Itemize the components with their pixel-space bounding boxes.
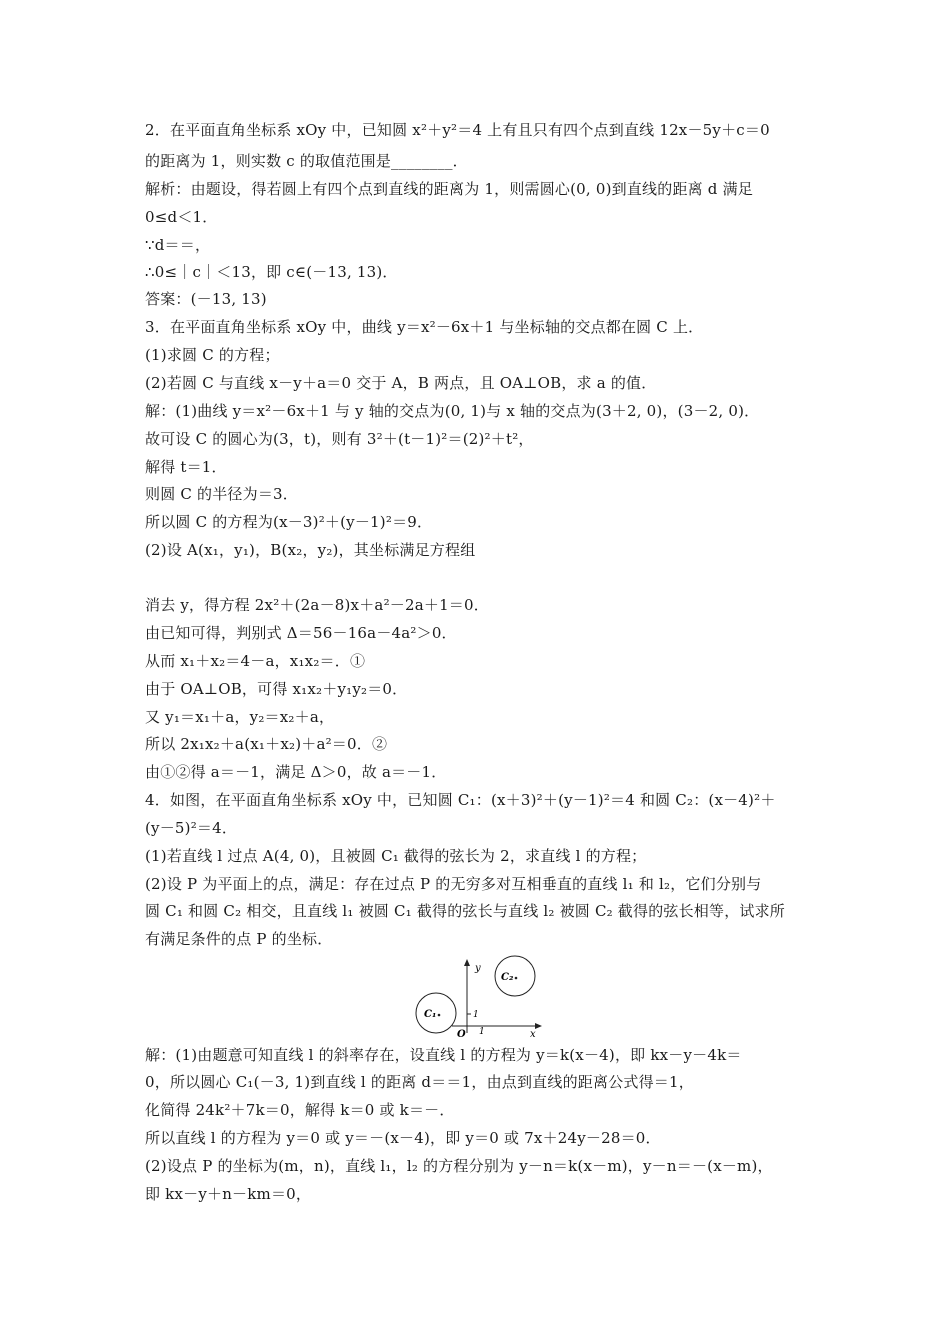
- c1-center-dot: [438, 1014, 441, 1017]
- problem-3-part-2: (2)若圆 C 与直线 x－y＋a＝0 交于 A，B 两点，且 OA⊥OB，求 a 的值．: [145, 374, 657, 392]
- solution-4-line-5: (2)设点 P 的坐标为(m，n)，直线 l₁，l₂ 的方程分别为 y－n＝k(x－m)，y－n＝－(x－m)，: [145, 1157, 773, 1175]
- circle-diagram: [400, 955, 550, 1037]
- y-axis-arrow: [464, 959, 470, 966]
- solution-2-line-4: ∴0≤｜c｜＜13，即 c∈(－13, 13)．: [145, 263, 398, 281]
- answer-2: 答案：(－13, 13): [145, 290, 267, 308]
- solution-4-line-4: 所以直线 l 的方程为 y＝0 或 y＝－(x－4)，即 y＝0 或 7x＋24y－28＝0．: [145, 1129, 661, 1147]
- solution-3-line-11: 又 y₁＝x₁＋a，y₂＝x₂＋a，: [145, 708, 335, 726]
- solution-2-line-1: 解析：由题设，得若圆上有四个点到直线的距离为 1，则需圆心(0, 0)到直线的距离 d 满足: [145, 180, 753, 198]
- solution-4-line-1: 解：(1)由题意可知直线 l 的斜率存在，设直线 l 的方程为 y＝k(x－4)，即 kx－y－4k＝: [145, 1046, 742, 1064]
- problem-4-part-2-line-1: (2)设 P 为平面上的点，满足：存在过点 P 的无穷多对互相垂直的直线 l₁ 和 l₂，它们分别与: [145, 875, 762, 893]
- problem-3-line-1: 3．在平面直角坐标系 xOy 中，曲线 y＝x²－6x＋1 与坐标轴的交点都在圆 C 上．: [145, 318, 704, 336]
- x-tick-label: 1: [479, 1027, 485, 1037]
- problem-3-part-1: (1)求圆 C 的方程；: [145, 346, 280, 364]
- solution-3-line-9: 从而 x₁＋x₂＝4－a，x₁x₂＝．①: [145, 652, 366, 670]
- solution-3-line-3: 解得 t＝1．: [145, 458, 227, 476]
- problem-2-line-2: 的距离为 1，则实数 c 的取值范围是________．: [145, 152, 468, 170]
- c1-label: C₁: [424, 1009, 437, 1020]
- problem-4-line-1: 4．如图，在平面直角坐标系 xOy 中，已知圆 C₁：(x＋3)²＋(y－1)²＝4 和圆 C₂：(x－4)²＋: [145, 791, 776, 809]
- problem-4-part-2-line-3: 有满足条件的点 P 的坐标．: [145, 930, 333, 948]
- solution-2-line-3: ∵d＝＝，: [145, 236, 211, 254]
- problem-2-line-1: 2．在平面直角坐标系 xOy 中，已知圆 x²＋y²＝4 上有且只有四个点到直线 12x－5y＋c＝0: [145, 121, 770, 139]
- solution-3-line-12: 所以 2x₁x₂＋a(x₁＋x₂)＋a²＝0．②: [145, 735, 388, 753]
- problem-4-part-1: (1)若直线 l 过点 A(4, 0)，且被圆 C₁ 截得的弦长为 2，求直线 l 的方程；: [145, 847, 647, 865]
- solution-4-line-3: 化简得 24k²＋7k＝0，解得 k＝0 或 k＝－．: [145, 1101, 455, 1119]
- solution-3-line-6: (2)设 A(x₁，y₁)，B(x₂，y₂)，其坐标满足方程组: [145, 541, 476, 559]
- c2-label: C₂: [501, 972, 514, 983]
- solution-3-line-4: 则圆 C 的半径为＝3．: [145, 485, 298, 503]
- x-axis-arrow: [535, 1023, 542, 1029]
- problem-4-line-2: (y－5)²＝4．: [145, 819, 238, 837]
- solution-3-line-10: 由于 OA⊥OB，可得 x₁x₂＋y₁y₂＝0．: [145, 680, 408, 698]
- solution-3-line-13: 由①②得 a＝－1，满足 Δ＞0，故 a＝－1．: [145, 763, 447, 781]
- solution-3-line-2: 故可设 C 的圆心为(3，t)，则有 3²＋(t－1)²＝(2)²＋t²，: [145, 430, 534, 448]
- solution-3-line-8: 由已知可得，判别式 Δ＝56－16a－4a²＞0．: [145, 624, 457, 642]
- problem-4-part-2-line-2: 圆 C₁ 和圆 C₂ 相交，且直线 l₁ 被圆 C₁ 截得的弦长与直线 l₂ 被圆 C₂ 截得的弦长相等，试求所: [145, 902, 786, 920]
- solution-3-line-1: 解：(1)曲线 y＝x²－6x＋1 与 y 轴的交点为(0, 1)与 x 轴的交点为(3＋2, 0)，(3－2, 0)．: [145, 402, 760, 420]
- y-axis-label: y: [475, 963, 481, 974]
- c2-center-dot: [515, 977, 518, 980]
- x-axis-label: x: [530, 1029, 536, 1037]
- y-tick-label: 1: [473, 1010, 479, 1020]
- solution-3-line-7: 消去 y，得方程 2x²＋(2a－8)x＋a²－2a＋1＝0．: [145, 596, 489, 614]
- solution-4-line-2: 0，所以圆心 C₁(－3, 1)到直线 l 的距离 d＝＝1，由点到直线的距离公式得＝1，: [145, 1073, 694, 1091]
- origin-label: O: [457, 1029, 466, 1037]
- solution-2-line-2: 0≤d＜1．: [145, 208, 218, 226]
- solution-4-line-6: 即 kx－y＋n－km＝0，: [145, 1185, 312, 1203]
- solution-3-line-5: 所以圆 C 的方程为(x－3)²＋(y－1)²＝9．: [145, 513, 433, 531]
